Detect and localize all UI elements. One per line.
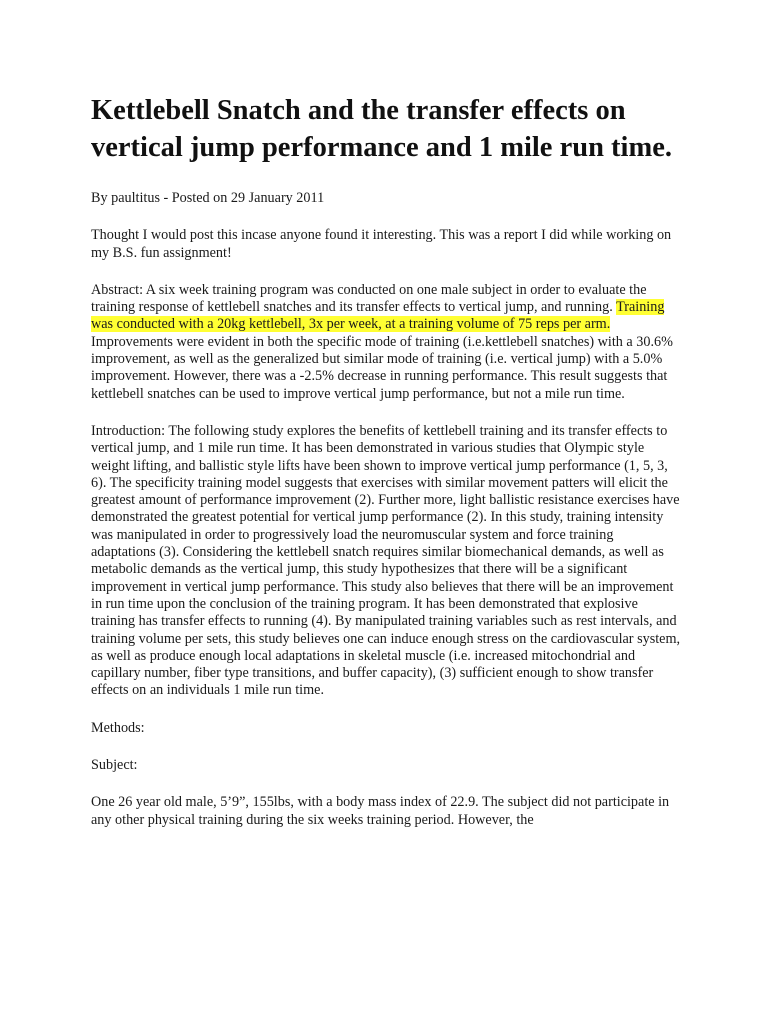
byline: By paultitus - Posted on 29 January 2011 [91, 190, 325, 206]
article-title: Kettlebell Snatch and the transfer effects on vertical jump performance and 1 mile run time. [91, 95, 672, 163]
subject-heading: Subject: [91, 757, 138, 774]
abstract-text-start: Abstract: A six week training program was conducted on one male subject in order to evaluate the training response of kettlebell snatches and its transfer effects to vertical jump, and running. [91, 281, 647, 316]
abstract-paragraph [91, 282, 681, 403]
methods-heading: Methods: [91, 719, 145, 736]
highlighted-text: Training was conducted with a 20kg kettlebell, 3x per week, at a training volume of 75 reps per arm. [91, 299, 665, 333]
abstract-text-end: Improvements were evident in both the specific mode of training (i.e.kettlebell snatches) with a 30.6% improvement, as well as the generalized but similar mode of training (i.e. vertical jump) with a 5.0% improvement. However, there was a -2.5% decrease in running performance. This result suggests that kettlebell snatches can be used to improve vertical jump performance, but not a mile run time. [91, 333, 673, 402]
intro-note: Thought I would post this incase anyone found it interesting. This was a report I did while working on my B.S. fun assignment! [91, 227, 672, 261]
subject-paragraph: One 26 year old male, 5’9”, 155lbs, with a body mass index of 22.9. The subject did not participate in any other physical training during the six weeks training period. However, the [91, 794, 670, 828]
document-page [91, 92, 681, 849]
introduction-paragraph: Introduction: The following study explores the benefits of kettlebell training and its transfer effects to vertical jump, and 1 mile run time. It has been demonstrated in various studies that Olympic style weight lifting, and ballistic style lifts have been shown to improve vertical jump performance (1, 5, 3, 6). The specificity training model suggests that exercises with similar movement patters will elicit the greatest amount of performance improvement (2). Further more, light ballistic resistance exercises have demonstrated the greatest potential for vertical jump performance (2). In this study, training intensity was manipulated in order to progressively load the neuromuscular system and force training adaptations (3). Considering the kettlebell snatch requires similar biomechanical demands, as well as metabolic demands as the vertical jump, this study hypothesizes that there will be a significant improvement in vertical jump performance. This study also believes that there will be an improvement in run time upon the conclusion of the training program. It has been demonstrated that explosive training has transfer effects to running (4). By manipulated training variables such as rest intervals, and training volume per sets, this study believes one can induce enough stress on the cardiovascular system, as well as produce enough local adaptations in skeletal muscle (i.e. increased mitochondrial and capillary number, fiber type transitions, and buffer capacity), (3) sufficient enough to show transfer effects on an individuals 1 mile run time. [91, 422, 681, 699]
